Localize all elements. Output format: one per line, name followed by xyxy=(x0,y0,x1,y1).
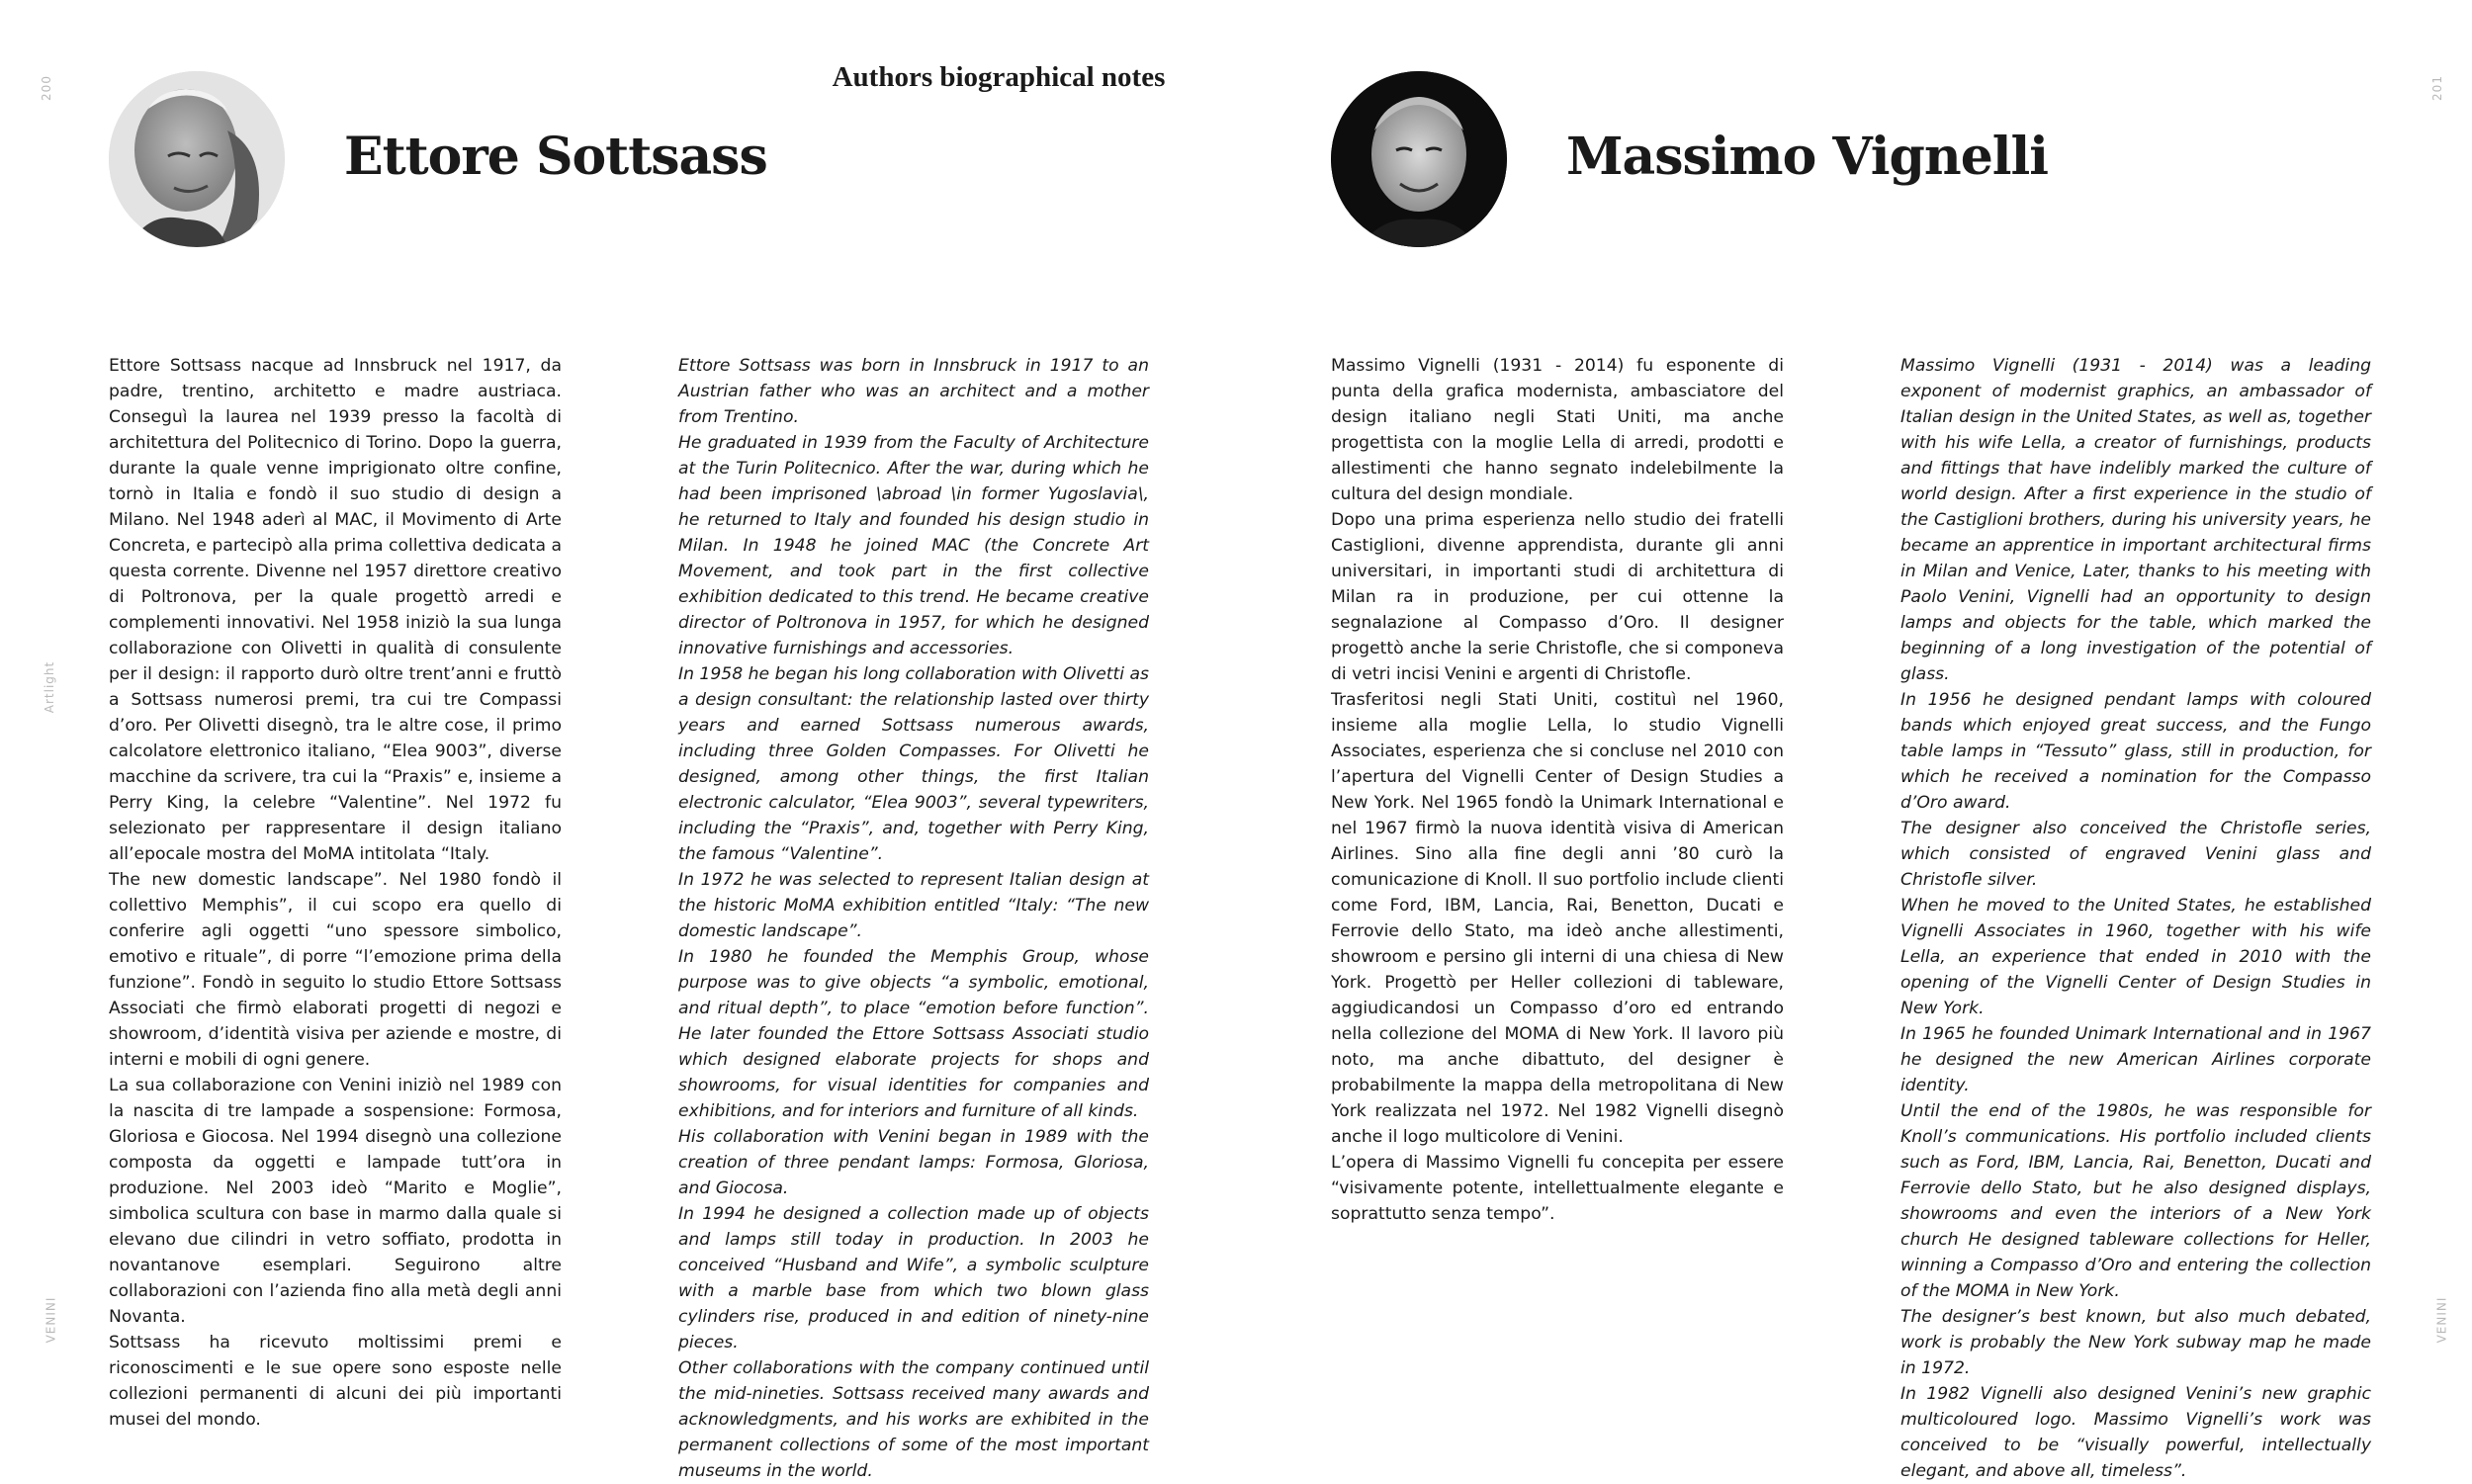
portrait-photo-icon xyxy=(1331,71,1507,247)
paragraph: When he moved to the United States, he established Vignelli Associates in 1960, together with his wife Lella, an experience that ended in 2010 with the opening of the Vignelli Center of Design Studies in New York. xyxy=(1900,896,2371,1018)
vignelli-italian-text xyxy=(1331,353,1784,1227)
brand-label-left: VENINI xyxy=(44,1296,58,1344)
vignelli-portrait xyxy=(1331,71,1507,247)
paragraph: In 1982 Vignelli also designed Venini’s new graphic multicoloured logo. Massimo Vignelli’s work was conceived to be “visually powerful, intellectually elegant, and above all, timeless”. xyxy=(1900,1384,2371,1481)
sottsass-english-text xyxy=(678,353,1149,1484)
paragraph: The designer also conceived the Christofle series, which consisted of engraved Venini glass and Christofle silver. xyxy=(1900,819,2371,890)
paragraph: Dopo una prima esperienza nello studio dei fratelli Castiglioni, divenne apprendista, durante gli anni universitari, in importanti studi di architettura di Milan ra in produzione, per cui ottenne la segnalazione al Compasso d’Oro. Il designer progettò anche la serie Christofle, che si componeva di vetri incisi Venini e argenti di Christofle. xyxy=(1331,510,1784,684)
paragraph: Until the end of the 1980s, he was responsible for Knoll’s communications. His portfolio included clients such as Ford, IBM, Lancia, Rai, Benetton, Ducati and Ferrovie dello Stato, but he also designed displays, showrooms and even the interiors of a New York church He designed tableware collections for Heller, winning a Compasso d’Oro and entering the collection of the MOMA in New York. xyxy=(1900,1101,2371,1301)
paragraph: Ettore Sottsass nacque ad Innsbruck nel 1917, da padre, trentino, architetto e madre austriaca. Conseguì la laurea nel 1939 presso la facoltà di architettura del Politecnico di Torino. Dopo la guerra, durante la quale venne imprigionato oltre confine, tornò in Italia e fondò il suo studio di design a Milano. Nel 1948 aderì al MAC, il Movimento di Arte Concreta, e partecipò alla prima collettiva dedicata a questa corrente. Divenne nel 1957 direttore creativo di Poltronova, per la quale progettò arredi e complementi innovativi. Nel 1958 iniziò la sua lunga collaborazione con Olivetti in qualità di consulente per il design: il rapporto durò oltre trent’anni e fruttò a Sottsass numerosi premi, tra cui tre Compassi d’oro. Per Olivetti disegnò, tra le altre cose, il primo calcolatore elettronico italiano, “Elea 9003”, diverse macchine da scrivere, tra cui la “Praxis” e, insieme a Perry King, la celebre “Valentine”. Nel 1972 fu selezionato per rappresentare il design italiano all’epocale mostra del MoMA intitolata “Italy. xyxy=(109,356,562,864)
paragraph: Massimo Vignelli (1931 - 2014) was a leading exponent of modernist graphics, an ambassador of Italian design in the United States, as well as, together with his wife Lella, a creator of furnishings, products and fittings that have indelibly marked the culture of world design. After a first experience in the studio of the Castiglioni brothers, during his university years, he became an apprentice in important architectural firms in Milan and Venice, Later, thanks to his meeting with Paolo Venini, Vignelli had an opportunity to design lamps and objects for the table, which marked the beginning of a long investigation of the potential of glass. xyxy=(1900,356,2371,684)
paragraph: La sua collaborazione con Venini iniziò nel 1989 con la nascita di tre lampade a sospensione: Formosa, Gloriosa e Giocosa. Nel 1994 disegnò una collezione composta da oggetti e lampade tutt’ora in produzione. Nel 2003 ideò “Marito e Moglie”, simbolica scultura con base in marmo dalla quale si elevano due cilindri in vetro soffiato, prodotta in novantanove esemplari. Seguirono altre collaborazioni con l’azienda fino alla metà degli anni Novanta. xyxy=(109,1076,562,1327)
vignelli-english-text xyxy=(1900,353,2371,1484)
sottsass-name: Ettore Sottsass xyxy=(344,127,767,187)
section-title: Authors biographical notes xyxy=(832,61,1166,93)
paragraph: In 1980 he founded the Memphis Group, whose purpose was to give objects “a symbolic, emotional, and ritual depth”, to place “emotion before function”. He later founded the Ettore Sottsass Associati studio which designed elaborate projects for shops and showrooms, for visual identities for companies and exhibitions, and for interiors and furniture of all kinds. xyxy=(678,947,1149,1121)
paragraph: L’opera di Massimo Vignelli fu concepita per essere “visivamente potente, intellettualmente elegante e soprattutto senza tempo”. xyxy=(1331,1153,1784,1224)
paragraph: Sottsass ha ricevuto moltissimi premi e riconoscimenti e le sue opere sono esposte nelle collezioni permanenti di alcuni dei più importanti musei del mondo. xyxy=(109,1333,562,1430)
paragraph: In 1958 he began his long collaboration with Olivetti as a design consultant: the relationship lasted over thirty years and earned Sottsass numerous awards, including three Golden Compasses. For Olivetti he designed, among other things, the first Italian electronic calculator, “Elea 9003”, several typewriters, including the “Praxis”, and, together with Perry King, the famous “Valentine”. xyxy=(678,664,1149,864)
paragraph: Ettore Sottsass was born in Innsbruck in 1917 to an Austrian father who was an architect and a mother from Trentino. xyxy=(678,356,1149,427)
paragraph: In 1972 he was selected to represent Italian design at the historic MoMA exhibition entitled “Italy: “The new domestic landscape”. xyxy=(678,870,1149,941)
paragraph: In 1956 he designed pendant lamps with coloured bands which enjoyed great success, and the Fungo table lamps in “Tessuto” glass, still in production, for which he received a nomination for the Compasso d’Oro award. xyxy=(1900,690,2371,813)
paragraph: Massimo Vignelli (1931 - 2014) fu esponente di punta della grafica modernista, ambasciatore del design italiano negli Stati Uniti, ma anche progettista con la moglie Lella di arredi, prodotti e allestimenti che hanno segnato indelebilmente la cultura del design mondiale. xyxy=(1331,356,1784,504)
sottsass-italian-text xyxy=(109,353,562,1433)
side-label-artlight: Artlight xyxy=(43,660,57,714)
page-number-left: 200 xyxy=(39,75,53,101)
paragraph: The designer’s best known, but also much debated, work is probably the New York subway map he made in 1972. xyxy=(1900,1307,2371,1378)
paragraph: He graduated in 1939 from the Faculty of Architecture at the Turin Politecnico. After the war, during which he had been imprisoned \abroad \in former Yugoslavia\, he returned to Italy and founded his design studio in Milan. In 1948 he joined MAC (the Concrete Art Movement, and took part in the first collective exhibition dedicated to this trend. He became creative director of Poltronova in 1957, for which he designed innovative furnishings and accessories. xyxy=(678,433,1149,658)
page-number-right: 201 xyxy=(2429,75,2444,101)
brand-label-right: VENINI xyxy=(2434,1296,2449,1344)
paragraph: Trasferitosi negli Stati Uniti, costituì nel 1960, insieme alla moglie Lella, lo studio Vignelli Associates, esperienza che si concluse nel 2010 con l’apertura del Vignelli Center of Design Studies a New York. Nel 1965 fondò la Unimark International e nel 1967 firmò la nuova identità visiva di American Airlines. Sino alla fine degli anni ’80 curò la comunicazione di Knoll. Il suo portfolio include clienti come Ford, IBM, Lancia, Rai, Benetton, Ducati e Ferrovie dello Stato, ma ideò anche allestimenti, showroom e persino gli interni di una chiesa di New York. Progettò per Heller collezioni di tableware, aggiudicandosi un Compasso d’oro ed entrando nella collezione del MOMA di New York. Il lavoro più noto, ma anche dibattuto, del designer è probabilmente la mappa della metropolitana di New York realizzata nel 1972. Nel 1982 Vignelli disegnò anche il logo multicolore di Venini. xyxy=(1331,690,1784,1147)
sottsass-portrait xyxy=(109,71,285,247)
paragraph: In 1965 he founded Unimark International and in 1967 he designed the new American Airlines corporate identity. xyxy=(1900,1024,2371,1095)
paragraph: Other collaborations with the company continued until the mid-nineties. Sottsass received many awards and acknowledgments, and his works are exhibited in the permanent collections of some of the most important museums in the world. xyxy=(678,1358,1149,1481)
vignelli-name: Massimo Vignelli xyxy=(1566,127,2049,187)
portrait-photo-icon xyxy=(109,71,285,247)
paragraph: In 1994 he designed a collection made up of objects and lamps still today in production. In 2003 he conceived “Husband and Wife”, a symbolic sculpture with a marble base from which two blown glass cylinders rise, produced in and edition of ninety-nine pieces. xyxy=(678,1204,1149,1353)
paragraph: His collaboration with Venini began in 1989 with the creation of three pendant lamps: Formosa, Gloriosa, and Giocosa. xyxy=(678,1127,1149,1198)
paragraph: The new domestic landscape”. Nel 1980 fondò il collettivo Memphis”, il cui scopo era quello di conferire agli oggetti “uno spessore simbolico, emotivo e rituale”, di porre “l’emozione prima della funzione”. Fondò in seguito lo studio Ettore Sottsass Associati che firmò elaborati progetti di negozi e showroom, d’identità visiva per aziende e mostre, di interni e mobili di ogni genere. xyxy=(109,870,562,1070)
